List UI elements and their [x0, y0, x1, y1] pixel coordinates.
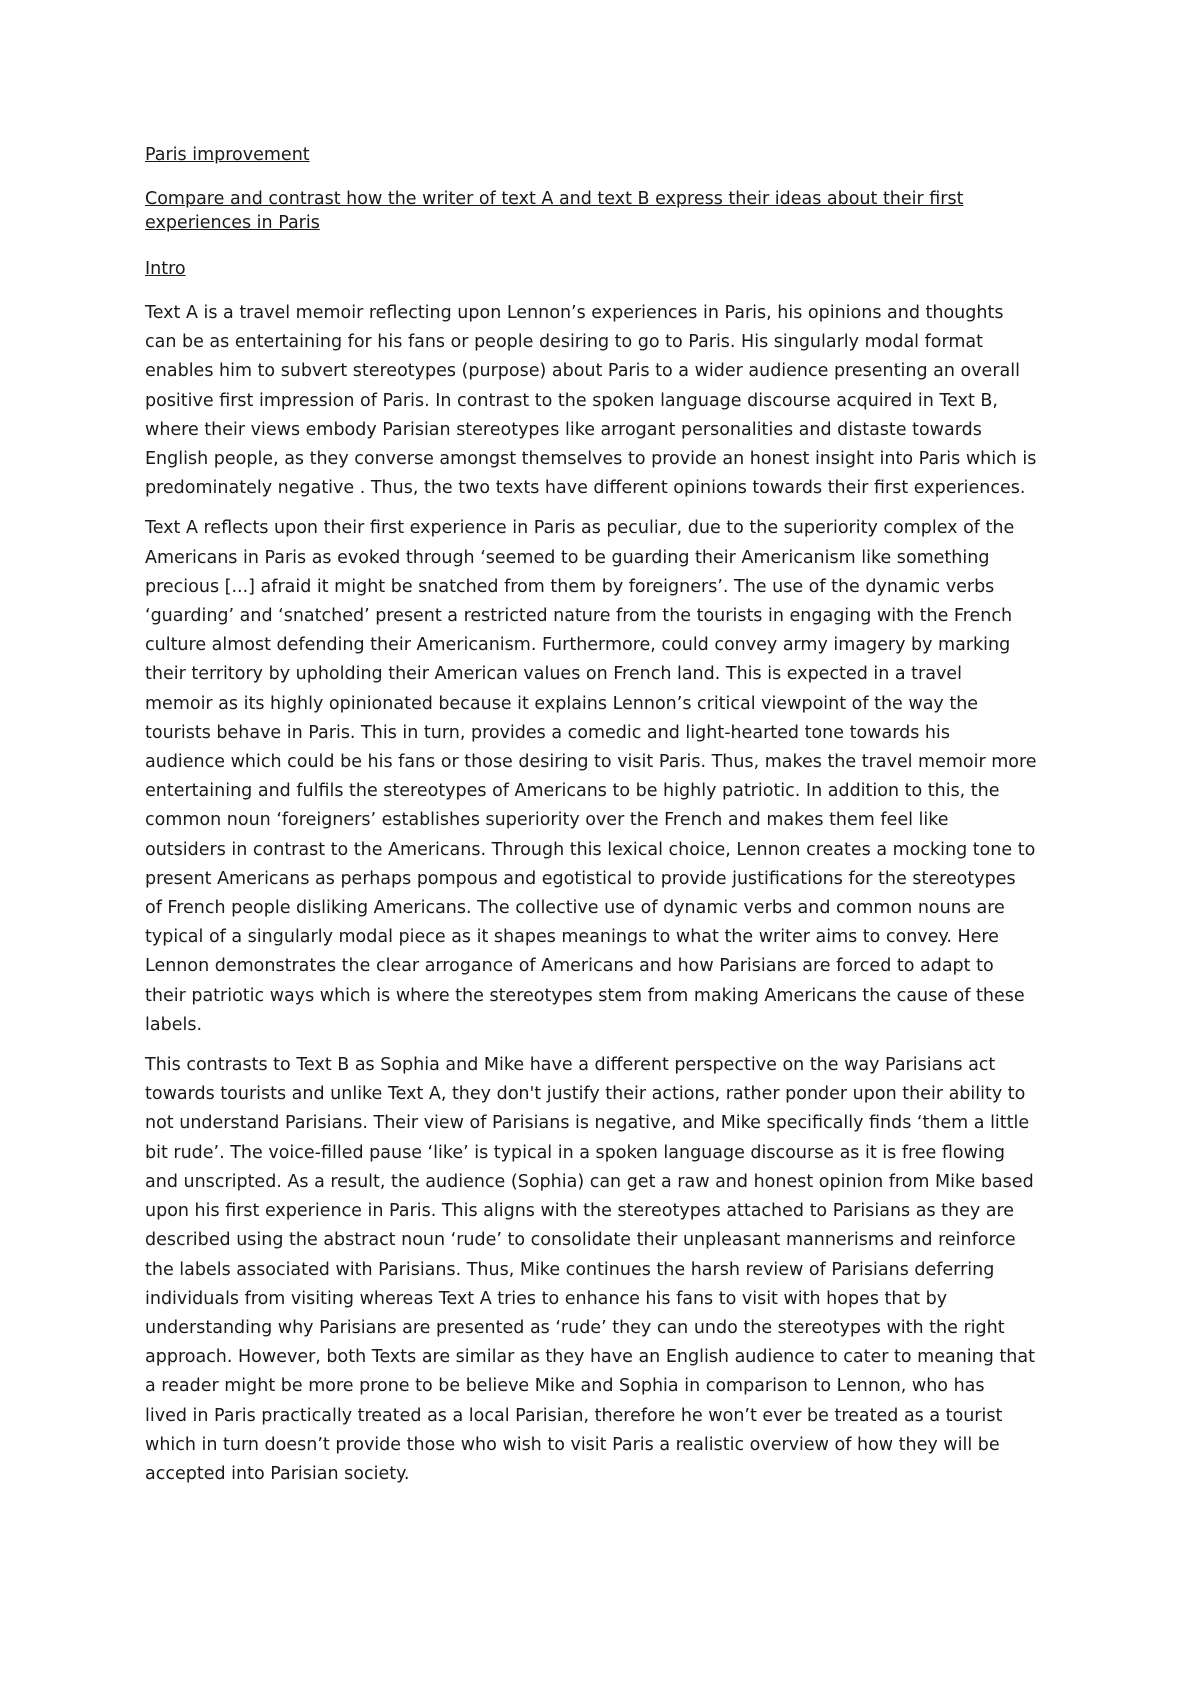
document-title: Paris improvement — [145, 145, 310, 165]
paragraph-intro — [145, 299, 1075, 503]
paragraph-line: towards tourists and unlike Text A, they don't justify their actions, rather ponder upon their ability to — [145, 1084, 1026, 1105]
paragraph-line: outsiders in contrast to the Americans. Through this lexical choice, Lennon creates a mocking tone to — [145, 839, 1036, 860]
paragraph-line: Text A is a travel memoir reflecting upon Lennon’s experiences in Paris, his opinions and thoughts — [145, 303, 1004, 323]
paragraph-text-b — [145, 1051, 1075, 1489]
paragraph-line: individuals from visiting whereas Text A tries to enhance his fans to visit with hopes that by — [145, 1288, 948, 1309]
paragraph-line: Americans in Paris as evoked through ‘seemed to be guarding their Americanism like something — [145, 547, 990, 568]
paragraph-line: culture almost defending their Americanism. Furthermore, could convey army imagery by marking — [145, 635, 1011, 656]
paragraph-line: labels. — [145, 1014, 203, 1035]
paragraph-line: present Americans as perhaps pompous and egotistical to provide justifications for the stereotypes — [145, 868, 1016, 889]
paragraph-line: where their views embody Parisian stereotypes like arrogant personalities and distaste towards — [145, 419, 982, 440]
paragraph-line: which in turn doesn’t provide those who wish to visit Paris a realistic overview of how they will be — [145, 1434, 1000, 1455]
paragraph-line: and unscripted. As a result, the audience (Sophia) can get a raw and honest opinion from Mike based — [145, 1171, 1034, 1192]
paragraph-line: their patriotic ways which is where the stereotypes stem from making Americans the cause of these — [145, 985, 1025, 1006]
paragraph-line: the labels associated with Parisians. Thus, Mike continues the harsh review of Parisians deferring — [145, 1259, 995, 1280]
question-line: experiences in Paris — [145, 213, 320, 233]
paragraph-line: understanding why Parisians are presented as ‘rude’ they can undo the stereotypes with the right — [145, 1317, 1005, 1338]
paragraph-line: common noun ‘foreigners’ establishes superiority over the French and makes them feel like — [145, 810, 949, 831]
paragraph-text-a — [145, 514, 1075, 1040]
paragraph-line: ‘guarding’ and ‘snatched’ present a restricted nature from the tourists in engaging with the French — [145, 606, 1013, 627]
paragraph-line: lived in Paris practically treated as a local Parisian, therefore he won’t ever be treated as a tourist — [145, 1405, 1003, 1426]
essay-question — [145, 187, 1075, 235]
paragraph-line: tourists behave in Paris. This in turn, provides a comedic and light-hearted tone towards his — [145, 722, 950, 743]
paragraph-line: predominately negative . Thus, the two texts have different opinions towards their first experiences. — [145, 478, 1026, 499]
paragraph-line: bit rude’. The voice-filled pause ‘like’ is typical in a spoken language discourse as it is free flowing — [145, 1142, 1005, 1163]
paragraph-line: audience which could be his fans or those desiring to visit Paris. Thus, makes the travel memoir more — [145, 752, 1037, 773]
paragraph-line: not understand Parisians. Their view of Parisians is negative, and Mike specifically finds ‘them a little — [145, 1113, 1030, 1134]
question-line: Compare and contrast how the writer of text A and text B express their ideas about their first — [145, 189, 964, 209]
paragraph-line: described using the abstract noun ‘rude’ to consolidate their unpleasant mannerisms and reinforce — [145, 1230, 1016, 1251]
paragraph-line: positive first impression of Paris. In contrast to the spoken language discourse acquired in Text B, — [145, 390, 998, 411]
paragraph-line: upon his first experience in Paris. This aligns with the stereotypes attached to Parisians as they are — [145, 1201, 1015, 1222]
paragraph-line: their territory by upholding their American values on French land. This is expected in a travel — [145, 664, 962, 685]
document-page — [145, 143, 1075, 1500]
section-heading-intro: Intro — [145, 259, 186, 279]
paragraph-line: entertaining and fulfils the stereotypes of Americans to be highly patriotic. In addition to this, the — [145, 781, 1000, 802]
paragraph-line: Lennon demonstrates the clear arrogance of Americans and how Parisians are forced to adapt to — [145, 956, 994, 977]
paragraph-line: accepted into Parisian society. — [145, 1463, 410, 1484]
paragraph-line: typical of a singularly modal piece as it shapes meanings to what the writer aims to convey. Here — [145, 927, 999, 948]
paragraph-line: memoir as its highly opinionated because it explains Lennon’s critical viewpoint of the way the — [145, 693, 979, 714]
paragraph-line: Text A reflects upon their first experience in Paris as peculiar, due to the superiority complex of the — [145, 518, 1015, 539]
paragraph-line: can be as entertaining for his fans or people desiring to go to Paris. His singularly modal format — [145, 332, 983, 353]
paragraph-line: a reader might be more prone to be believe Mike and Sophia in comparison to Lennon, who has — [145, 1376, 985, 1397]
paragraph-line: English people, as they converse amongst themselves to provide an honest insight into Paris which is — [145, 449, 1037, 470]
paragraph-line: precious [...] afraid it might be snatched from them by foreigners’. The use of the dynamic verbs — [145, 576, 995, 597]
paragraph-line: of French people disliking Americans. The collective use of dynamic verbs and common nouns are — [145, 898, 1005, 919]
paragraph-line: approach. However, both Texts are similar as they have an English audience to cater to meaning that — [145, 1347, 1035, 1368]
paragraph-line: enables him to subvert stereotypes (purpose) about Paris to a wider audience presenting an overall — [145, 361, 1020, 382]
paragraph-line: This contrasts to Text B as Sophia and Mike have a different perspective on the way Parisians act — [145, 1055, 996, 1076]
